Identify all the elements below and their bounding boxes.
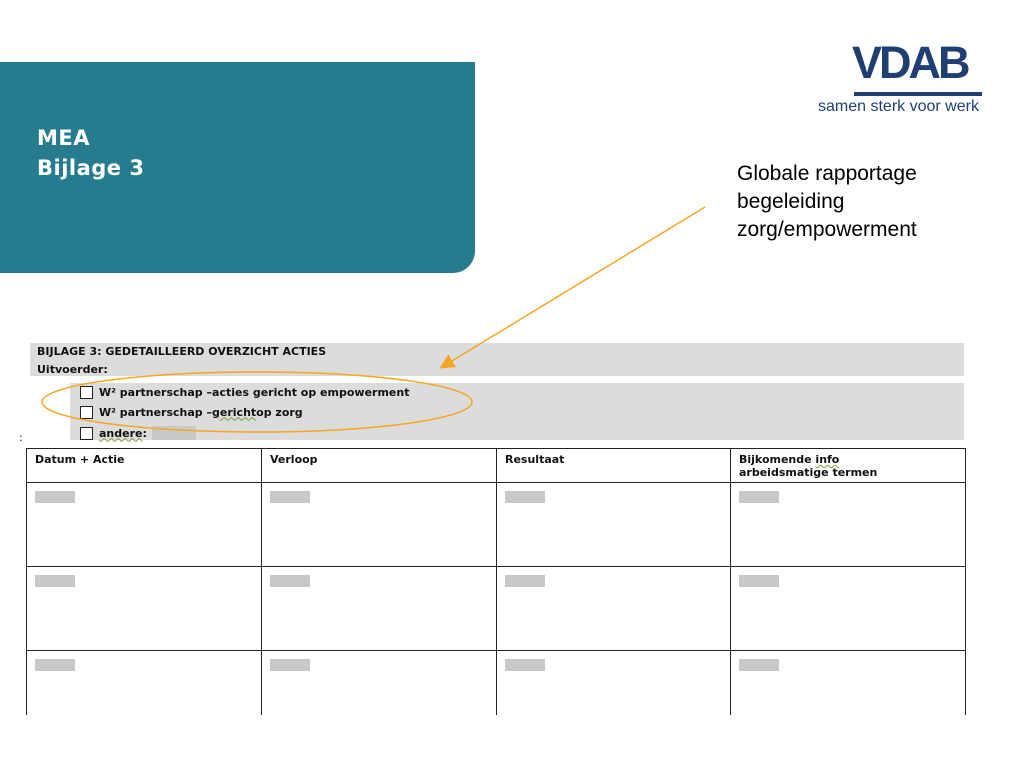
table-header-cell: Verloop: [262, 449, 497, 482]
table-header-cell: Resultaat: [497, 449, 731, 482]
form-field-placeholder[interactable]: [270, 659, 310, 671]
checkbox[interactable]: [80, 427, 93, 440]
form-field-placeholder[interactable]: [270, 491, 310, 503]
form-field-placeholder[interactable]: [35, 575, 75, 587]
table-row: [27, 651, 965, 715]
table-header-cell: Datum + Actie: [27, 449, 262, 482]
header-band: [30, 343, 964, 376]
table-cell[interactable]: [731, 651, 965, 715]
form-field-placeholder[interactable]: [739, 659, 779, 671]
callout-text: [737, 160, 917, 244]
title-block: [0, 62, 475, 273]
table-cell[interactable]: [497, 651, 731, 715]
form-field-placeholder[interactable]: [505, 491, 545, 503]
table-row: [27, 567, 965, 651]
option-empowerment[interactable]: W² partnerschap – acties gericht op empowerment: [80, 384, 409, 400]
table-cell[interactable]: [731, 483, 965, 566]
form-field-placeholder[interactable]: [35, 491, 75, 503]
uitvoerder-label: Uitvoerder:: [37, 363, 108, 376]
table-cell[interactable]: [27, 651, 262, 715]
form-field-placeholder[interactable]: [35, 659, 75, 671]
checkbox[interactable]: [80, 406, 93, 419]
form-field-placeholder[interactable]: [270, 575, 310, 587]
callout-line: Globale rapportage: [737, 162, 917, 185]
actions-table: [26, 448, 966, 715]
table-header-cell: Bijkomende info arbeidsmatige termen: [739, 453, 878, 479]
stray-mark: :: [19, 431, 23, 444]
document-heading: BIJLAGE 3: GEDETAILLEERD OVERZICHT ACTIES: [37, 345, 327, 358]
table-cell[interactable]: [262, 567, 497, 650]
table-cell[interactable]: [27, 567, 262, 650]
andere-input-field[interactable]: [152, 426, 196, 440]
logo-slogan: samen sterk voor werk: [818, 98, 979, 115]
table-cell[interactable]: [262, 483, 497, 566]
option-andere[interactable]: andere :: [80, 425, 196, 441]
option-zorg[interactable]: W² partnerschap – gericht op zorg: [80, 404, 303, 420]
form-field-placeholder[interactable]: [739, 575, 779, 587]
form-field-placeholder[interactable]: [505, 575, 545, 587]
logo-wordmark: VDAB: [852, 37, 968, 88]
callout-line: begeleiding: [737, 190, 845, 213]
table-cell[interactable]: [731, 567, 965, 650]
table-cell[interactable]: [27, 483, 262, 566]
checkbox[interactable]: [80, 386, 93, 399]
callout-line: zorg/empowerment: [737, 218, 917, 241]
logo-bar: [854, 92, 982, 96]
vdab-logo: [810, 38, 1015, 123]
form-field-placeholder[interactable]: [505, 659, 545, 671]
form-field-placeholder[interactable]: [739, 491, 779, 503]
table-cell[interactable]: [262, 651, 497, 715]
title-line-2: Bijlage 3: [37, 156, 145, 180]
table-header-row: [27, 449, 965, 483]
title-line-1: MEA: [37, 126, 90, 150]
table-cell[interactable]: [497, 567, 731, 650]
table-cell[interactable]: [497, 483, 731, 566]
table-row: [27, 483, 965, 567]
